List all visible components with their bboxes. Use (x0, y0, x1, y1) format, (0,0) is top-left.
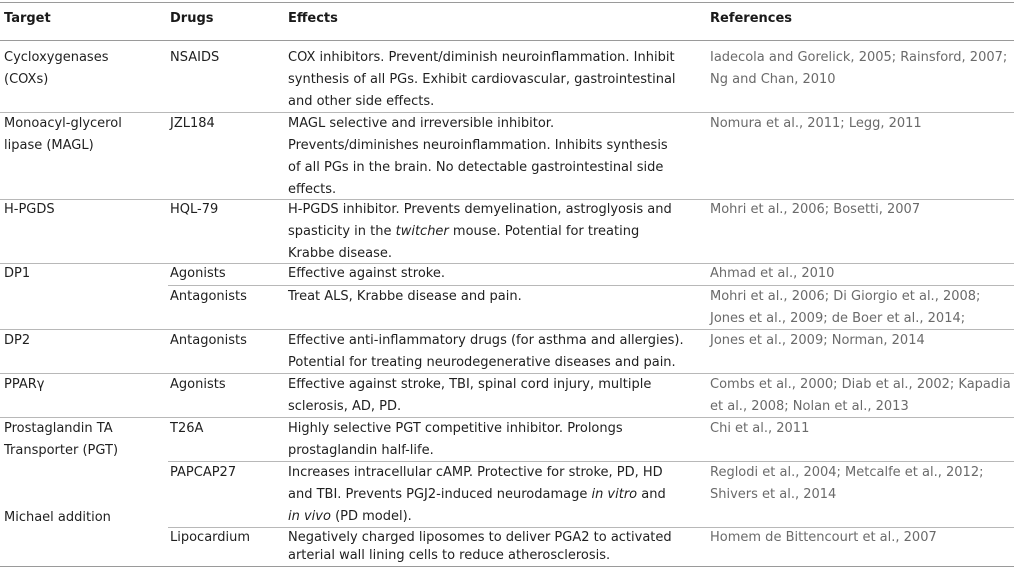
cell-references: Jones et al., 2009; de Boer et al., 2014; (710, 311, 966, 326)
cell-target: Monoacyl-glycerol (4, 116, 122, 131)
cell-references: Mohri et al., 2006; Di Giorgio et al., 2008; (710, 289, 981, 304)
cell-effects: prostaglandin half-life. (288, 443, 434, 458)
header-effects: Effects (288, 11, 338, 26)
cell-target: Transporter (PGT) (4, 443, 119, 458)
cell-target: Prostaglandin TA (4, 421, 113, 436)
cell-drug: Antagonists (170, 333, 247, 348)
cell-target: Michael addition (4, 510, 111, 525)
cell-target: PPARγ (4, 377, 45, 392)
cell-drug: Agonists (170, 266, 226, 281)
cell-target: H-PGDS (4, 202, 55, 217)
cell-drug: Agonists (170, 377, 226, 392)
cell-effects: Effective against stroke. (288, 266, 445, 281)
cell-references: Chi et al., 2011 (710, 421, 810, 436)
cell-target: DP1 (4, 266, 31, 281)
cell-effects: effects. (288, 182, 337, 197)
cell-effects: synthesis of all PGs. Exhibit cardiovascular, gastrointestinal (288, 72, 676, 87)
cell-effects: in vivo (PD model). (288, 509, 412, 524)
cell-references: Mohri et al., 2006; Bosetti, 2007 (710, 202, 921, 217)
cell-references: Jones et al., 2009; Norman, 2014 (710, 333, 925, 348)
cell-effects: Prevents/diminishes neuroinflammation. Inhibits synthesis (288, 138, 668, 153)
table-header-rule (0, 40, 1014, 41)
cell-references: Ahmad et al., 2010 (710, 266, 835, 281)
cell-references: Shivers et al., 2014 (710, 487, 837, 502)
cell-effects: of all PGs in the brain. No detectable gastrointestinal side (288, 160, 664, 175)
cell-references: Reglodi et al., 2004; Metcalfe et al., 2012; (710, 465, 984, 480)
cell-target: lipase (MAGL) (4, 138, 94, 153)
cell-drug: T26A (170, 421, 204, 436)
cell-drug: Antagonists (170, 289, 247, 304)
row-divider (0, 263, 1014, 264)
cell-references: Ng and Chan, 2010 (710, 72, 836, 87)
header-target: Target (4, 11, 51, 26)
cell-effects: MAGL selective and irreversible inhibitor. (288, 116, 555, 131)
cell-references: et al., 2008; Nolan et al., 2013 (710, 399, 909, 414)
cell-effects: and other side effects. (288, 94, 435, 109)
cell-effects: Negatively charged liposomes to deliver PGA2 to activated (288, 530, 672, 545)
cell-effects: Highly selective PGT competitive inhibitor. Prolongs (288, 421, 623, 436)
cell-drug: JZL184 (170, 116, 215, 131)
cell-effects: spasticity in the twitcher mouse. Potential for treating (288, 224, 640, 239)
cell-references: Combs et al., 2000; Diab et al., 2002; Kapadia (710, 377, 1011, 392)
cell-target: DP2 (4, 333, 31, 348)
cell-effects: and TBI. Prevents PGJ2-induced neurodamage in vitro and (288, 487, 666, 502)
cell-effects: Effective against stroke, TBI, spinal cord injury, multiple (288, 377, 652, 392)
cell-effects: H-PGDS inhibitor. Prevents demyelination, astroglyosis and (288, 202, 672, 217)
cell-effects: Krabbe disease. (288, 246, 392, 261)
cell-drug: Lipocardium (170, 530, 251, 545)
cell-drug: NSAIDS (170, 50, 220, 65)
cell-target: (COXs) (4, 72, 49, 87)
header-drugs: Drugs (170, 11, 214, 26)
cell-references: Iadecola and Gorelick, 2005; Rainsford, 2007; (710, 50, 1008, 65)
cell-effects: Increases intracellular cAMP. Protective for stroke, PD, HD (288, 465, 663, 480)
cell-references: Homem de Bittencourt et al., 2007 (710, 530, 937, 545)
cell-target: Cycloxygenases (4, 50, 109, 65)
cell-effects: arterial wall lining cells to reduce atherosclerosis. (288, 548, 611, 563)
cell-effects: COX inhibitors. Prevent/diminish neuroinflammation. Inhibit (288, 50, 675, 65)
table-bottom-rule (0, 566, 1014, 567)
cell-effects: sclerosis, AD, PD. (288, 399, 402, 414)
table-top-rule (0, 2, 1014, 3)
cell-references: Nomura et al., 2011; Legg, 2011 (710, 116, 922, 131)
header-references: References (710, 11, 793, 26)
cell-effects: Effective anti-inflammatory drugs (for asthma and allergies). (288, 333, 684, 348)
cell-drug: PAPCAP27 (170, 465, 237, 480)
cell-drug: HQL-79 (170, 202, 219, 217)
cell-effects: Potential for treating neurodegenerative diseases and pain. (288, 355, 676, 370)
cell-effects: Treat ALS, Krabbe disease and pain. (288, 289, 522, 304)
